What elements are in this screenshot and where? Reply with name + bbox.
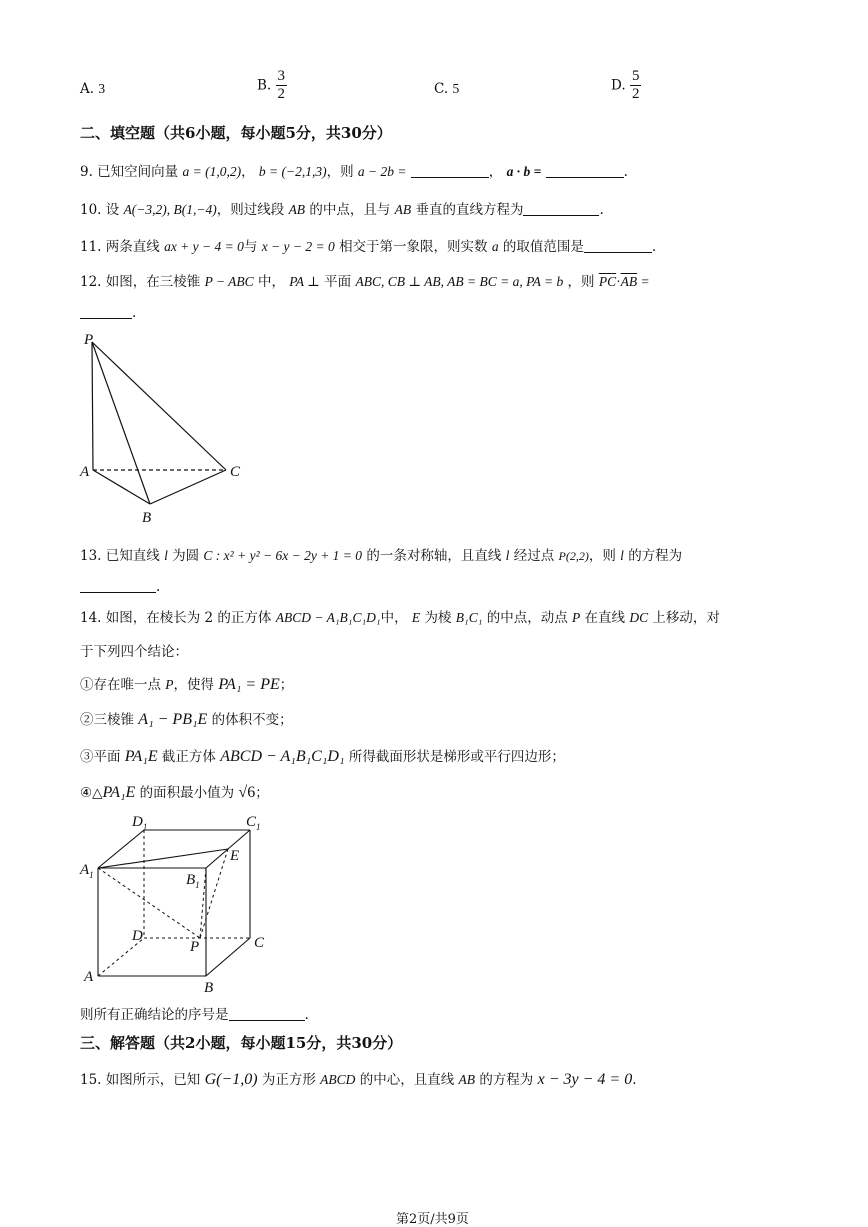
q11-prefix: 11. 两条直线 [80,239,160,255]
q9-answer-blank-1 [411,163,489,178]
label-a1: $A_1$ [80,862,94,880]
q12-vector-ab: $\overline{AB}$ [620,274,638,289]
q12-mid: 中， [257,274,285,290]
q14-mid-3: 的中点，动点 [486,610,568,626]
c3-plane: PA₁E [124,748,158,765]
option-d-label: D. [611,77,626,94]
q14-conclusion-1 [80,673,293,694]
q12-vector-pc: $\overline{PC}$ [598,274,617,289]
q14-conclusion-2 [80,708,293,729]
q13-l-3: l [620,548,624,563]
c4-tri: PA₁E [102,784,136,801]
edge-pa [92,342,93,470]
c1-p: P [165,677,174,692]
q9-then: ，则 [326,164,354,180]
q9-answer-blank-2 [546,163,624,178]
option-b-num: 3 [277,68,286,84]
q14-e: E [411,610,421,625]
q14-cube: ABCD − A₁B₁C₁D₁ [275,610,381,625]
q9-expr-1: a − 2b = [357,164,407,179]
c3-b: 截正方体 [161,749,216,765]
q13-circle: C : x² + y² − 6x − 2y + 1 = 0 [203,548,363,563]
q14-conclusion-4 [80,781,269,802]
q9-expr-2: a · b = [506,164,542,179]
c1-eq: PA₁ = PE [218,676,280,693]
q9-comma: ， [241,164,255,180]
q14-prefix: 14. 如图，在棱长为 2 的正方体 [80,610,272,626]
question-9 [80,160,628,180]
question-13 [80,544,682,564]
segment-a1p [98,868,200,938]
edge-ab [93,470,150,504]
q12-cond: PA ⊥ [289,274,320,289]
q15-end: . [632,1072,637,1088]
label-b: B [204,980,214,996]
label-p: P [84,332,94,348]
q15-abcd: ABCD [320,1072,356,1087]
q15-mid-3: 的方程为 [479,1072,534,1088]
q12-eq: = [641,274,650,289]
q9-vector-a: a = (1,0,2) [182,164,242,179]
q14-p: P [572,610,581,625]
q12-cond-2: ABC, CB ⊥ AB, AB = BC = a, PA = b [355,274,564,289]
q14-line-2: 于下列四个结论： [80,644,188,660]
c4-val: √6 [238,784,256,801]
option-a-value: 3 [98,81,106,96]
q13-mid-3: 经过点 [513,548,555,564]
edge-pb [92,342,150,504]
q11-line-2: x − y − 2 = 0 [261,239,335,254]
c2-expr: A₁ − PB₁E [138,711,208,728]
c4-c: ； [255,785,269,801]
q14-conclusion-3 [80,745,565,766]
q15-prefix: 15. 如图所示，已知 [80,1072,201,1088]
option-b-den: 2 [277,86,286,102]
q15-g: G(−1,0) [204,1071,258,1088]
q12-blank-line [80,304,136,321]
q10-mid-2: 的中点，且与 [309,202,391,218]
label-b: B [142,510,152,526]
q13-answer-blank [80,578,156,593]
section-3-heading: 三、解答题（共2小题，每小题15分，共30分） [80,1034,403,1052]
c3-cube: ABCD − A₁B₁C₁D₁ [220,748,345,765]
q10-ab-1: AB [288,202,306,217]
q14-answer-blank [229,1006,305,1021]
q12-prefix: 12. 如图，在三棱锥 [80,274,201,290]
q11-rest: 相交于第一象限，则实数 [339,239,488,255]
q13-mid-2: 的一条对称轴，且直线 [366,548,502,564]
q10-end: . [599,202,604,218]
q15-ab: AB [458,1072,476,1087]
option-c-label: C. [434,81,449,97]
q9-comma-2: ， [488,164,503,180]
q12-plane: 平面 [324,274,352,290]
q14-edge: B₁C₁ [455,610,483,625]
c4-a: ④△ [80,785,103,801]
q9-end: . [623,164,628,180]
q13-end: . [156,579,161,595]
q15-mid-2: 的中心，且直线 [359,1072,455,1088]
label-c: C [230,464,241,480]
c1-b: ，使得 [173,677,215,693]
question-10 [80,198,604,218]
section-2-heading: 二、填空题（共6小题，每小题5分，共30分） [80,124,392,142]
label-e: E [230,848,240,864]
label-a: A [84,969,94,985]
option-b [257,68,287,103]
q14-mid-4: 在直线 [584,610,626,626]
c2-b: 的体积不变； [211,712,293,728]
c1-a: ①存在唯一点 [80,677,161,693]
q11-a: a [491,239,499,254]
label-d: D [132,928,143,944]
edge-bc [150,470,226,504]
question-11 [80,235,656,255]
option-a [80,81,105,97]
q11-with: 与 [243,239,258,255]
q13-l-1: l [164,548,168,563]
option-d-num: 5 [631,68,640,84]
c1-c: ； [279,677,294,693]
figure-tetrahedron [78,328,258,528]
q14-mid-2: 为棱 [424,610,452,626]
label-d1: $D_1$ [132,814,148,832]
q11-rest-2: 的取值范围是 [502,239,584,255]
label-c: C [254,935,265,951]
option-d [611,68,641,103]
q14-answer-label: 则所有正确结论的序号是 [80,1007,229,1023]
q10-mid: ，则过线段 [216,202,285,218]
option-b-label: B. [257,77,272,94]
q13-prefix: 13. 已知直线 [80,548,160,564]
q9-prefix: 9. 已知空间向量 [80,164,179,180]
q14-mid-5: 上移动，对 [652,610,720,626]
q12-end: . [132,305,137,321]
option-c-value: 5 [452,81,460,96]
label-a: A [80,464,90,480]
question-12 [80,270,649,290]
q14-dc: DC [629,610,649,625]
c4-b: 的面积最小值为 [139,785,235,801]
q12-answer-blank [80,304,132,319]
option-b-fraction [276,68,288,103]
option-c [434,81,459,97]
q10-answer-blank [523,201,599,216]
q14-mid: 中， [380,610,408,626]
q13-l-2: l [505,548,510,563]
page-footer: 第2页/共9页 [396,1212,469,1227]
q13-mid-4: ，则 [588,548,616,564]
option-a-label: A. [80,81,95,97]
figure-cube [78,808,278,998]
q9-vector-b: b = (−2,1,3) [258,164,327,179]
option-d-fraction [630,68,642,103]
q13-blank-line [80,578,160,595]
c3-c: 所得截面形状是梯形或平行四边形； [348,749,565,765]
q14-answer-line [80,1003,309,1023]
c2-a: ②三棱锥 [80,712,134,728]
q11-end: . [651,239,657,255]
option-d-den: 2 [631,86,640,102]
label-c1: $C_1$ [246,814,261,832]
edge-pc [92,342,226,470]
q13-point: P(2,2) [558,549,589,563]
q11-line-1: ax + y − 4 = 0 [164,239,244,254]
q15-line: x − 3y − 4 = 0 [537,1071,633,1088]
edge-bc [206,938,250,976]
q12-dot: · [616,274,621,289]
q13-rest: 的方程为 [628,548,683,564]
q15-mid: 为正方形 [261,1072,316,1088]
q14-end: . [304,1007,309,1023]
q10-prefix: 10. 设 [80,202,120,218]
question-14 [80,606,720,626]
q13-mid: 为圆 [172,548,200,564]
q11-answer-blank [584,238,652,253]
q10-ab-2: AB [394,202,412,217]
q12-pabc: P − ABC [204,274,254,289]
question-15 [80,1068,637,1089]
segment-b1p [200,868,206,938]
label-p: P [190,939,200,955]
q10-mid-3: 垂直的直线方程为 [415,202,524,218]
label-b1: $B_1$ [186,872,200,890]
q12-then: ，则 [567,274,595,290]
q10-points: A(−3,2), B(1,−4) [123,202,217,217]
c3-a: ③平面 [80,749,121,765]
